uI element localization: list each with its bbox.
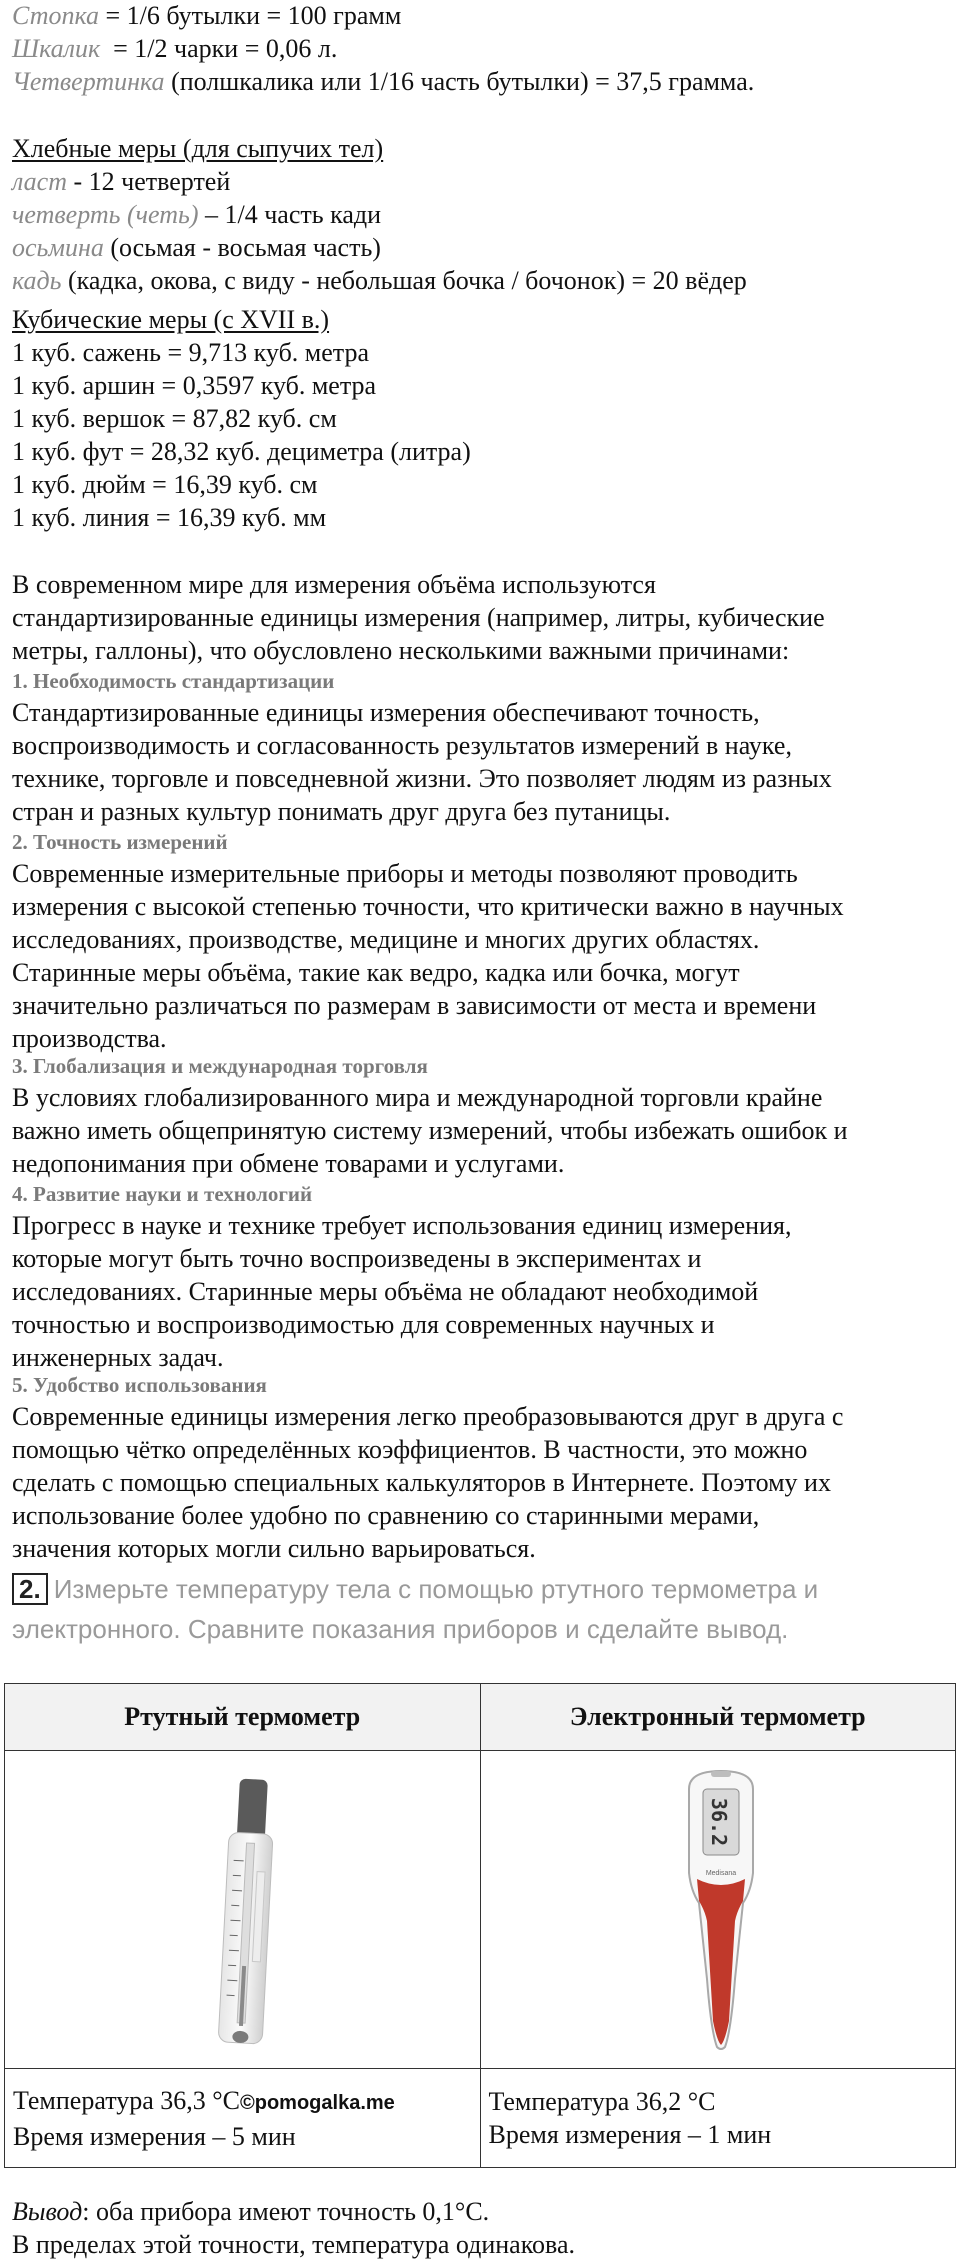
mercury-image-cell <box>5 1751 481 2069</box>
reason-line: инженерных задач. <box>12 1343 224 1372</box>
task-text-1: Измерьте температуру тела с помощью ртутного термометра и <box>53 1574 819 1604</box>
bread-text: (осьмая - восьмая часть) <box>103 233 381 262</box>
bread-term: кадь <box>12 266 62 295</box>
reason-title: 2. Точность измерений <box>12 830 228 854</box>
bread-text: (кадка, окова, с виду - небольшая бочка / бочонок) = 20 вёдер <box>61 266 747 295</box>
reason-line: значения которых могли сильно варьироваться. <box>12 1534 536 1563</box>
text-shkalik: = 1/2 чарки = 0,06 л. <box>100 34 338 63</box>
reason-line: точностью и воспроизводимостью для современных научных и <box>12 1310 715 1339</box>
reason-line: помощью чётко определённых коэффициентов. В частности, это можно <box>12 1435 808 1464</box>
reason-line: стран и разных культур понимать друг друга без путаницы. <box>12 797 671 826</box>
reason-line: Прогресс в науке и технике требует использования единиц измерения, <box>12 1211 792 1240</box>
intro-line: стандартизированные единицы измерения (например, литры, кубические <box>12 603 825 632</box>
task-number: 2. <box>12 1573 48 1605</box>
intro-line: метры, галлоны), что обусловлено несколькими важными причинами: <box>12 636 790 665</box>
reason-line: которые могут быть точно воспроизведены в экспериментах и <box>12 1244 702 1273</box>
electronic-time: Время измерения – 1 мин <box>488 2120 772 2149</box>
unit-stopka <box>12 0 401 32</box>
reason-line: измерения с высокой степенью точности, что критически важно в научных <box>12 892 844 921</box>
conclusion-line-1 <box>12 2196 489 2228</box>
reason-line: технике, торговле и повседневной жизни. Это позволяет людям из разных <box>12 764 832 793</box>
bread-text: - 12 четвертей <box>66 167 231 196</box>
conclusion-line-2: В пределах этой точности, температура одинакова. <box>12 2230 575 2259</box>
text-stopka: = 1/6 бутылки = 100 грамм <box>99 1 402 30</box>
term-shkalik: Шкалик <box>12 34 101 63</box>
digital-display: 36.2 <box>706 1797 731 1847</box>
reason-title: 5. Удобство использования <box>12 1373 267 1397</box>
electronic-temp: Температура 36,2 °С <box>488 2087 716 2116</box>
reason-line: Современные измерительные приборы и методы позволяют проводить <box>12 859 798 888</box>
reason-line: Современные единицы измерения легко преобразовываются друг в друга с <box>12 1402 844 1431</box>
reason-line: важно иметь общепринятую систему измерений, чтобы избежать ошибок и <box>12 1116 848 1145</box>
cubic-measures-heading: Кубические меры (с XVII в.) <box>12 305 330 334</box>
digital-brand: Medisana <box>705 1870 736 1877</box>
unit-chetvertinka <box>12 66 754 98</box>
col-header-electronic: Электронный термометр <box>480 1684 956 1751</box>
cubic-item: 1 куб. аршин = 0,3597 куб. метра <box>12 371 377 400</box>
conclusion-label: Вывод <box>12 2197 83 2226</box>
text-chetvertinka: (полшкалика или 1/16 часть бутылки) = 37,5 грамма. <box>164 67 755 96</box>
unit-shkalik <box>12 33 337 65</box>
term-stopka: Стопка <box>12 1 100 30</box>
task-line-2: электронного. Сравните показания приборов и сделайте вывод. <box>12 1614 789 1644</box>
mercury-temp: Температура 36,3 °С <box>13 2085 241 2115</box>
term-chetvertinka: Четвертинка <box>12 67 165 96</box>
reason-line: В условиях глобализированного мира и международной торговли крайне <box>12 1083 823 1112</box>
reason-line: сделать с помощью специальных калькуляторов в Интернете. Поэтому их <box>12 1468 831 1497</box>
electronic-data-cell <box>480 2069 956 2168</box>
bread-item <box>12 199 381 231</box>
cubic-item: 1 куб. фут = 28,32 куб. дециметра (литра) <box>12 437 471 466</box>
reason-title: 3. Глобализация и международная торговля <box>12 1054 428 1078</box>
bread-text: – 1/4 часть кади <box>198 200 382 229</box>
intro-line: В современном мире для измерения объёма используются <box>12 570 656 599</box>
reason-title: 4. Развитие науки и технологий <box>12 1182 313 1206</box>
watermark: ©pomogalka.me <box>240 2091 395 2114</box>
reason-line: использование более удобно по сравнению со старинными мерами, <box>12 1501 760 1530</box>
cubic-item: 1 куб. вершок = 87,82 куб. см <box>12 404 337 433</box>
reason-line: недопонимания при обмене товарами и услугами. <box>12 1149 565 1178</box>
reason-line: исследованиях, производстве, медицине и многих других областях. <box>12 925 760 954</box>
bread-measures-heading: Хлебные меры (для сыпучих тел) <box>12 134 384 163</box>
reason-line: воспроизводимость и согласованность результатов измерений в науке, <box>12 731 792 760</box>
bread-item <box>12 265 747 297</box>
reason-line: исследованиях. Старинные меры объёма не обладают необходимой <box>12 1277 759 1306</box>
mercury-time: Время измерения – 5 мин <box>13 2121 296 2151</box>
thermometer-table <box>4 1683 956 2168</box>
reason-line: Старинные меры объёма, такие как ведро, кадка или бочка, могут <box>12 958 740 987</box>
reason-title: 1. Необходимость стандартизации <box>12 669 335 693</box>
reason-line: значительно различаться по размерам в зависимости от места и времени <box>12 991 817 1020</box>
bread-term: ласт <box>12 167 67 196</box>
bread-term: четверть (четь) <box>12 200 199 229</box>
bread-term: осьмина <box>12 233 104 262</box>
task-line-1 <box>12 1572 818 1606</box>
bread-item <box>12 232 381 264</box>
mercury-temp-line <box>13 2084 480 2120</box>
mercury-data-cell <box>5 2069 481 2168</box>
reason-line: Стандартизированные единицы измерения обеспечивают точность, <box>12 698 760 727</box>
cubic-item: 1 куб. сажень = 9,713 куб. метра <box>12 338 370 367</box>
bread-item <box>12 166 230 198</box>
conclusion-text-1: : оба прибора имеют точность 0,1°С. <box>82 2197 490 2226</box>
mercury-thermometer-icon <box>5 1751 481 2068</box>
digital-thermometer-icon <box>481 1751 957 2068</box>
electronic-image-cell <box>480 1751 956 2069</box>
reason-line: производства. <box>12 1024 167 1053</box>
cubic-item: 1 куб. дюйм = 16,39 куб. см <box>12 470 318 499</box>
col-header-mercury: Ртутный термометр <box>5 1684 481 1751</box>
cubic-item: 1 куб. линия = 16,39 куб. мм <box>12 503 327 532</box>
